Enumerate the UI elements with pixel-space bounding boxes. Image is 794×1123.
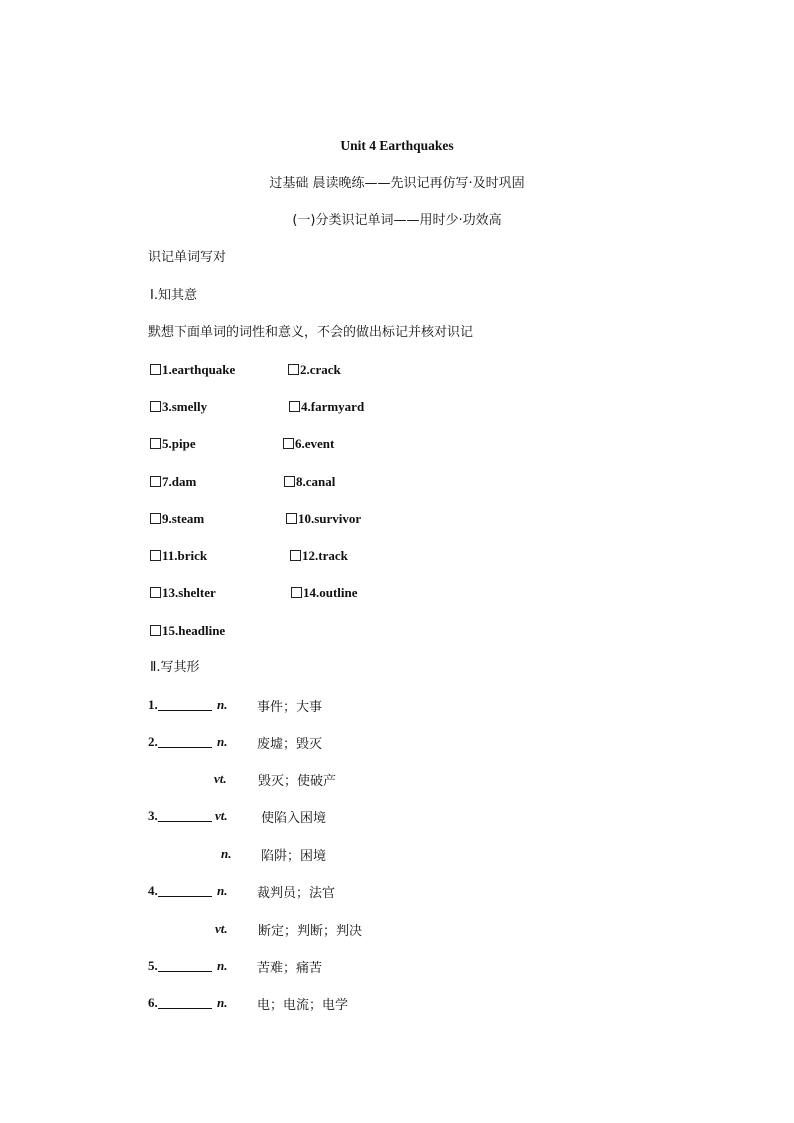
checkbox-icon[interactable] bbox=[291, 587, 302, 598]
word-item bbox=[150, 399, 207, 415]
checkbox-icon[interactable] bbox=[150, 438, 161, 449]
word-item bbox=[150, 623, 225, 639]
part-of-speech: n. bbox=[221, 846, 232, 861]
part2-heading: Ⅱ.写其形 bbox=[150, 660, 200, 675]
subtitle: 过基础 晨读晚练——先识记再仿写·及时巩固 bbox=[269, 176, 525, 191]
word-label: 1.earthquake bbox=[162, 362, 236, 377]
word-label: 11.brick bbox=[162, 548, 208, 563]
word-meaning: 电；电流；电学 bbox=[257, 998, 349, 1013]
word-item bbox=[150, 362, 235, 378]
part-of-speech: vt. bbox=[215, 921, 228, 936]
word-meaning: 事件；大事 bbox=[257, 700, 323, 715]
write-item-number: 2. bbox=[148, 734, 212, 750]
answer-blank[interactable] bbox=[158, 884, 212, 897]
answer-blank[interactable] bbox=[158, 735, 212, 748]
write-item-number: 1. bbox=[148, 697, 212, 713]
word-item bbox=[286, 511, 361, 527]
word-item bbox=[150, 511, 204, 527]
part1-heading: Ⅰ.知其意 bbox=[150, 288, 197, 303]
checkbox-icon[interactable] bbox=[286, 513, 297, 524]
word-item bbox=[150, 436, 196, 452]
word-label: 10.survivor bbox=[298, 511, 362, 526]
part-of-speech: n. bbox=[217, 883, 228, 898]
checkbox-icon[interactable] bbox=[150, 364, 161, 375]
instruction-text: 默想下面单词的词性和意义，不会的做出标记并核对识记 bbox=[148, 325, 474, 340]
checkbox-icon[interactable] bbox=[289, 401, 300, 412]
answer-blank[interactable] bbox=[158, 996, 212, 1009]
part-of-speech: n. bbox=[217, 697, 228, 712]
word-item bbox=[284, 474, 335, 490]
word-meaning: 废墟；毁灭 bbox=[257, 737, 323, 752]
word-meaning: 使陷入困境 bbox=[261, 811, 327, 826]
write-item-number: 4. bbox=[148, 883, 212, 899]
checkbox-icon[interactable] bbox=[150, 625, 161, 636]
answer-blank[interactable] bbox=[158, 698, 212, 711]
checkbox-icon[interactable] bbox=[284, 476, 295, 487]
answer-blank[interactable] bbox=[158, 809, 212, 822]
word-label: 2.crack bbox=[300, 362, 341, 377]
word-label: 9.steam bbox=[162, 511, 205, 526]
part-of-speech: vt. bbox=[214, 771, 227, 786]
word-item bbox=[288, 362, 341, 378]
word-meaning: 毁灭；使破产 bbox=[258, 774, 337, 789]
word-item bbox=[150, 548, 207, 564]
part-of-speech: vt. bbox=[215, 808, 228, 823]
checkbox-icon[interactable] bbox=[150, 587, 161, 598]
section-heading: (一)分类识记单词——用时少·功效高 bbox=[292, 213, 502, 228]
word-label: 5.pipe bbox=[162, 436, 196, 451]
write-item-number: 6. bbox=[148, 995, 212, 1011]
write-item-number: 5. bbox=[148, 958, 212, 974]
word-meaning: 裁判员；法官 bbox=[257, 886, 336, 901]
word-label: 14.outline bbox=[303, 585, 358, 600]
word-label: 13.shelter bbox=[162, 585, 216, 600]
word-meaning: 断定；判断；判决 bbox=[258, 924, 363, 939]
word-item bbox=[283, 436, 334, 452]
word-label: 8.canal bbox=[296, 474, 336, 489]
word-label: 12.track bbox=[302, 548, 348, 563]
word-item bbox=[150, 585, 216, 601]
word-label: 3.smelly bbox=[162, 399, 208, 414]
word-meaning: 苦难；痛苦 bbox=[257, 961, 323, 976]
word-item bbox=[291, 585, 358, 601]
part-of-speech: n. bbox=[217, 958, 228, 973]
word-label: 6.event bbox=[295, 436, 335, 451]
word-item bbox=[290, 548, 348, 564]
word-item bbox=[150, 474, 196, 490]
write-item-number: 3. bbox=[148, 808, 212, 824]
unit-title: Unit 4 Earthquakes bbox=[340, 138, 454, 153]
checkbox-icon[interactable] bbox=[150, 550, 161, 561]
checkbox-icon[interactable] bbox=[150, 476, 161, 487]
word-label: 15.headline bbox=[162, 623, 226, 638]
word-meaning: 陷阱；困境 bbox=[261, 849, 327, 864]
word-item bbox=[289, 399, 364, 415]
answer-blank[interactable] bbox=[158, 959, 212, 972]
word-label: 7.dam bbox=[162, 474, 197, 489]
checkbox-icon[interactable] bbox=[150, 513, 161, 524]
word-label: 4.farmyard bbox=[301, 399, 365, 414]
intro-heading: 识记单词写对 bbox=[148, 250, 227, 265]
part-of-speech: n. bbox=[217, 995, 228, 1010]
part-of-speech: n. bbox=[217, 734, 228, 749]
checkbox-icon[interactable] bbox=[150, 401, 161, 412]
checkbox-icon[interactable] bbox=[290, 550, 301, 561]
checkbox-icon[interactable] bbox=[288, 364, 299, 375]
checkbox-icon[interactable] bbox=[283, 438, 294, 449]
